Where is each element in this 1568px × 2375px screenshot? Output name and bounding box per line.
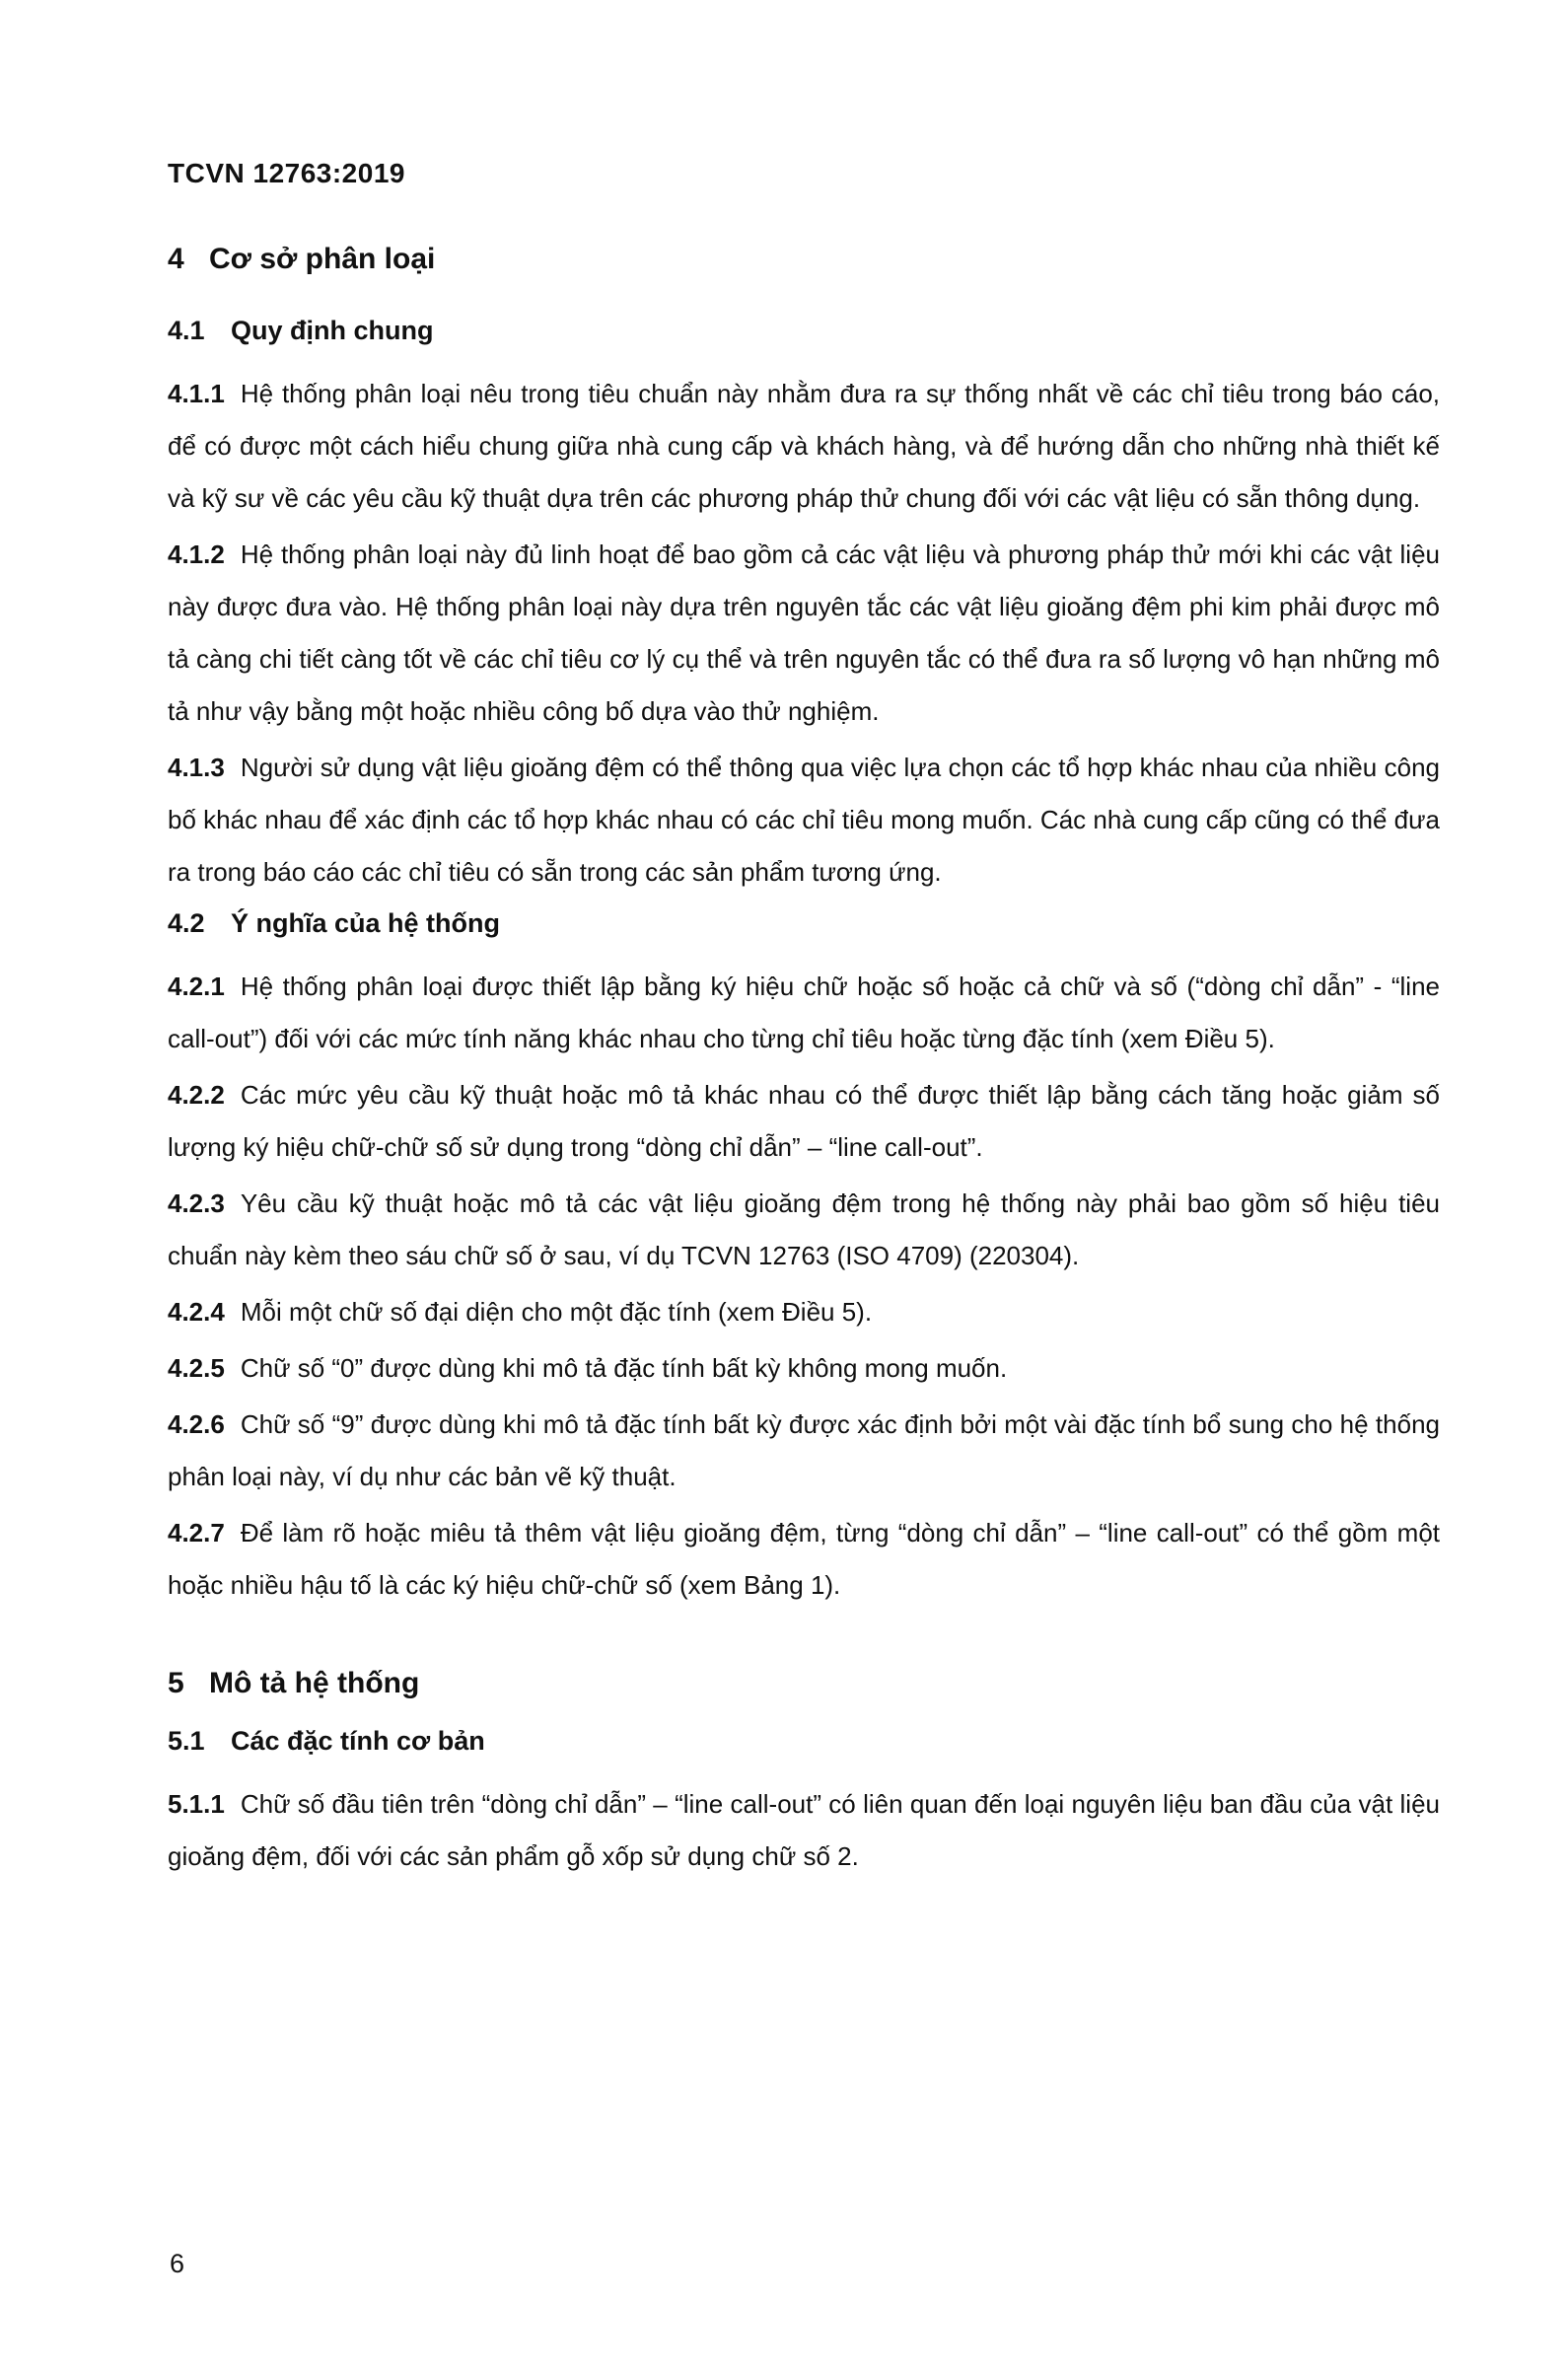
- clause-text: Chữ số “0” được dùng khi mô tả đặc tính bất kỳ không mong muốn.: [240, 1353, 1008, 1383]
- clause-4-2-1: [168, 961, 1440, 1065]
- clause-number: 4.2.4: [168, 1297, 225, 1327]
- section-number: 5: [168, 1667, 184, 1699]
- section-5-heading: [168, 1667, 1440, 1700]
- clause-text: Yêu cầu kỹ thuật hoặc mô tả các vật liệu gioăng đệm trong hệ thống này phải bao gồm số hiệu tiêu chuẩn này kèm theo sáu chữ số ở sau, ví dụ TCVN 12763 (ISO 4709) (220304).: [168, 1188, 1440, 1270]
- clause-4-1-1: [168, 368, 1440, 525]
- clause-text: Hệ thống phân loại này đủ linh hoạt để bao gồm cả các vật liệu và phương pháp thử mới khi các vật liệu này được đưa vào. Hệ thống phân loại này dựa trên nguyên tắc các vật liệu gioăng đệm phi kim phải được mô tả càng chi tiết càng tốt về các chỉ tiêu cơ lý cụ thể và trên nguyên tắc có thể đưa ra số lượng vô hạn những mô tả như vậy bằng một hoặc nhiều công bố dựa vào thử nghiệm.: [168, 540, 1440, 726]
- clause-4-2-6: [168, 1399, 1440, 1503]
- clause-text: Các mức yêu cầu kỹ thuật hoặc mô tả khác nhau có thể được thiết lập bằng cách tăng hoặc giảm số lượng ký hiệu chữ-chữ số sử dụng trong “dòng chỉ dẫn” – “line call-out”.: [168, 1080, 1440, 1162]
- section-4-heading: [168, 243, 1440, 276]
- subsection-number: 4.1: [168, 316, 205, 345]
- section-spacer: [168, 1616, 1440, 1667]
- subsection-5-1-heading: [168, 1726, 1440, 1757]
- clause-number: 4.2.5: [168, 1353, 225, 1383]
- clause-4-2-7: [168, 1507, 1440, 1612]
- subsection-title: Các đặc tính cơ bản: [231, 1726, 485, 1756]
- page-number: 6: [170, 2249, 185, 2278]
- clause-number: 4.1.1: [168, 379, 225, 408]
- clause-4-1-2: [168, 529, 1440, 738]
- subsection-title: Ý nghĩa của hệ thống: [231, 908, 501, 938]
- clause-number: 5.1.1: [168, 1789, 225, 1819]
- page-content: [168, 158, 1440, 1887]
- clause-text: Mỗi một chữ số đại diện cho một đặc tính (xem Điều 5).: [240, 1297, 873, 1327]
- clause-text: Chữ số “9” được dùng khi mô tả đặc tính bất kỳ được xác định bởi một vài đặc tính bổ sung cho hệ thống phân loại này, ví dụ như các bản vẽ kỹ thuật.: [168, 1409, 1440, 1491]
- clause-number: 4.2.2: [168, 1080, 225, 1110]
- subsection-number: 4.2: [168, 908, 205, 938]
- section-title: Mô tả hệ thống: [209, 1667, 420, 1699]
- document-code: TCVN 12763:2019: [168, 158, 405, 188]
- clause-text: Để làm rõ hoặc miêu tả thêm vật liệu gioăng đệm, từng “dòng chỉ dẫn” – “line call-out” có thể gồm một hoặc nhiều hậu tố là các ký hiệu chữ-chữ số (xem Bảng 1).: [168, 1518, 1440, 1600]
- subsection-title: Quy định chung: [231, 316, 434, 345]
- clause-number: 4.2.6: [168, 1409, 225, 1439]
- subsection-number: 5.1: [168, 1726, 205, 1756]
- clause-text: Hệ thống phân loại nêu trong tiêu chuẩn này nhằm đưa ra sự thống nhất về các chỉ tiêu trong báo cáo, để có được một cách hiểu chung giữa nhà cung cấp và khách hàng, và để hướng dẫn cho những nhà thiết kế và kỹ sư về các yêu cầu kỹ thuật dựa trên các phương pháp thử chung đối với các vật liệu có sẵn thông dụng.: [168, 379, 1440, 513]
- clause-number: 4.1.2: [168, 540, 225, 569]
- clause-4-2-3: [168, 1178, 1440, 1282]
- clause-number: 4.2.1: [168, 972, 225, 1001]
- clause-number: 4.2.7: [168, 1518, 225, 1547]
- section-number: 4: [168, 243, 184, 275]
- clause-5-1-1: [168, 1778, 1440, 1883]
- clause-4-1-3: [168, 742, 1440, 899]
- clause-text: Chữ số đầu tiên trên “dòng chỉ dẫn” – “line call-out” có liên quan đến loại nguyên liệu ban đầu của vật liệu gioăng đệm, đối với các sản phẩm gỗ xốp sử dụng chữ số 2.: [168, 1789, 1440, 1871]
- clause-number: 4.2.3: [168, 1188, 225, 1218]
- subsection-4-2-heading: [168, 908, 1440, 939]
- clause-4-2-4: [168, 1286, 1440, 1338]
- subsection-4-1-heading: [168, 316, 1440, 346]
- section-title: Cơ sở phân loại: [209, 243, 436, 275]
- clause-4-2-5: [168, 1342, 1440, 1395]
- clause-number: 4.1.3: [168, 753, 225, 782]
- clause-4-2-2: [168, 1069, 1440, 1174]
- clause-text: Hệ thống phân loại được thiết lập bằng ký hiệu chữ hoặc số hoặc cả chữ và số (“dòng chỉ dẫn” - “line call-out”) đối với các mức tính năng khác nhau cho từng chỉ tiêu hoặc từng đặc tính (xem Điều 5).: [168, 972, 1440, 1053]
- clause-text: Người sử dụng vật liệu gioăng đệm có thể thông qua việc lựa chọn các tổ hợp khác nhau của nhiều công bố khác nhau để xác định các tổ hợp khác nhau có các chỉ tiêu mong muốn. Các nhà cung cấp cũng có thể đưa ra trong báo cáo các chỉ tiêu có sẵn trong các sản phẩm tương ứng.: [168, 753, 1440, 887]
